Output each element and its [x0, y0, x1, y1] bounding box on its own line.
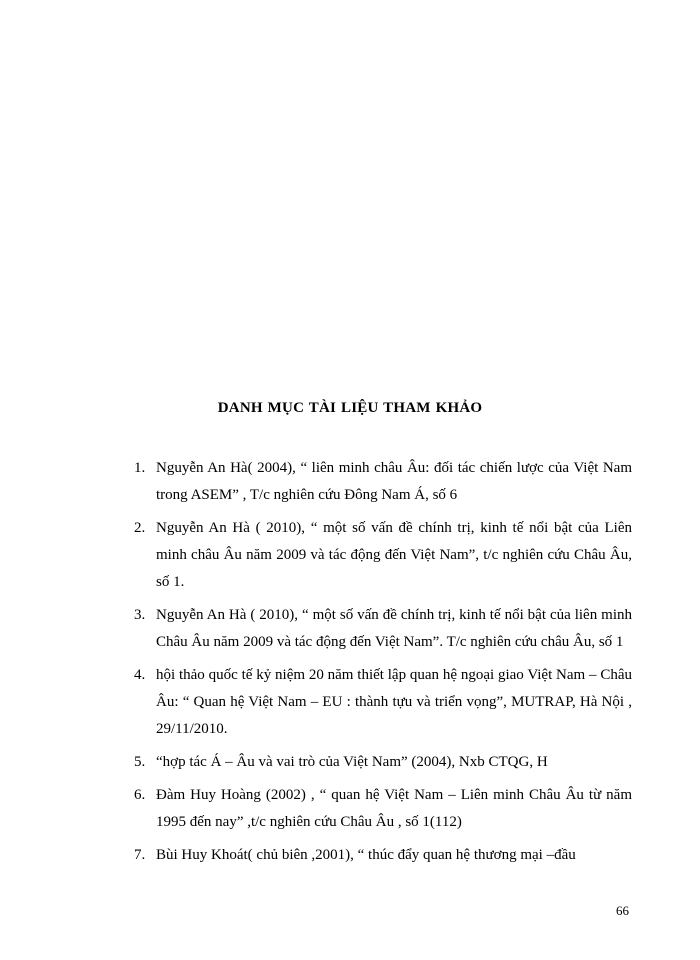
- list-item: [134, 749, 632, 776]
- reference-text: hội thảo quốc tế kỷ niệm 20 năm thiết lập quan hệ ngoại giao Việt Nam – Châu Âu: “ Quan hệ Việt Nam – EU : thành tựu và triển vọng”, MUTRAP, Hà Nội , 29/11/2010.: [156, 667, 632, 737]
- reference-number: 3.: [134, 607, 146, 623]
- reference-text: “hợp tác Á – Âu và vai trò của Việt Nam” (2004), Nxb CTQG, H: [156, 754, 548, 770]
- list-item: [134, 602, 632, 656]
- reference-list: [134, 455, 632, 869]
- list-item: [134, 515, 632, 596]
- reference-number: 5.: [134, 754, 146, 770]
- list-item: [134, 455, 632, 509]
- reference-text: Nguyễn An Hà( 2004), “ liên minh châu Âu: đối tác chiến lược của Việt Nam trong ASEM” , T/c nghiên cứu Đông Nam Á, số 6: [156, 460, 632, 503]
- reference-text: Nguyễn An Hà ( 2010), “ một số vấn đề chính trị, kinh tế nổi bật của liên minh Châu Âu năm 2009 và tác động đến Việt Nam”. T/c nghiên cứu châu Âu, số 1: [156, 607, 632, 650]
- reference-number: 1.: [134, 460, 146, 476]
- page-number: 66: [616, 903, 629, 918]
- list-item: [134, 782, 632, 836]
- reference-number: 7.: [134, 847, 146, 863]
- reference-text: Đàm Huy Hoàng (2002) , “ quan hệ Việt Nam – Liên minh Châu Âu từ năm 1995 đến nay” ,t/c nghiên cứu Châu Âu , số 1(112): [156, 787, 632, 830]
- reference-number: 4.: [134, 667, 146, 683]
- reference-text: Bùi Huy Khoát( chủ biên ,2001), “ thúc đẩy quan hệ thương mại –đầu: [156, 847, 576, 863]
- list-item: [134, 662, 632, 743]
- reference-number: 2.: [134, 520, 146, 536]
- reference-number: 6.: [134, 787, 146, 803]
- reference-text: Nguyễn An Hà ( 2010), “ một số vấn đề chính trị, kinh tế nổi bật của Liên minh châu Âu năm 2009 và tác động đến Việt Nam”, t/c nghiên cứu Châu Âu, số 1.: [156, 520, 632, 590]
- list-item: [134, 842, 632, 869]
- page-title: DANH MỤC TÀI LIỆU THAM KHẢO: [217, 400, 483, 416]
